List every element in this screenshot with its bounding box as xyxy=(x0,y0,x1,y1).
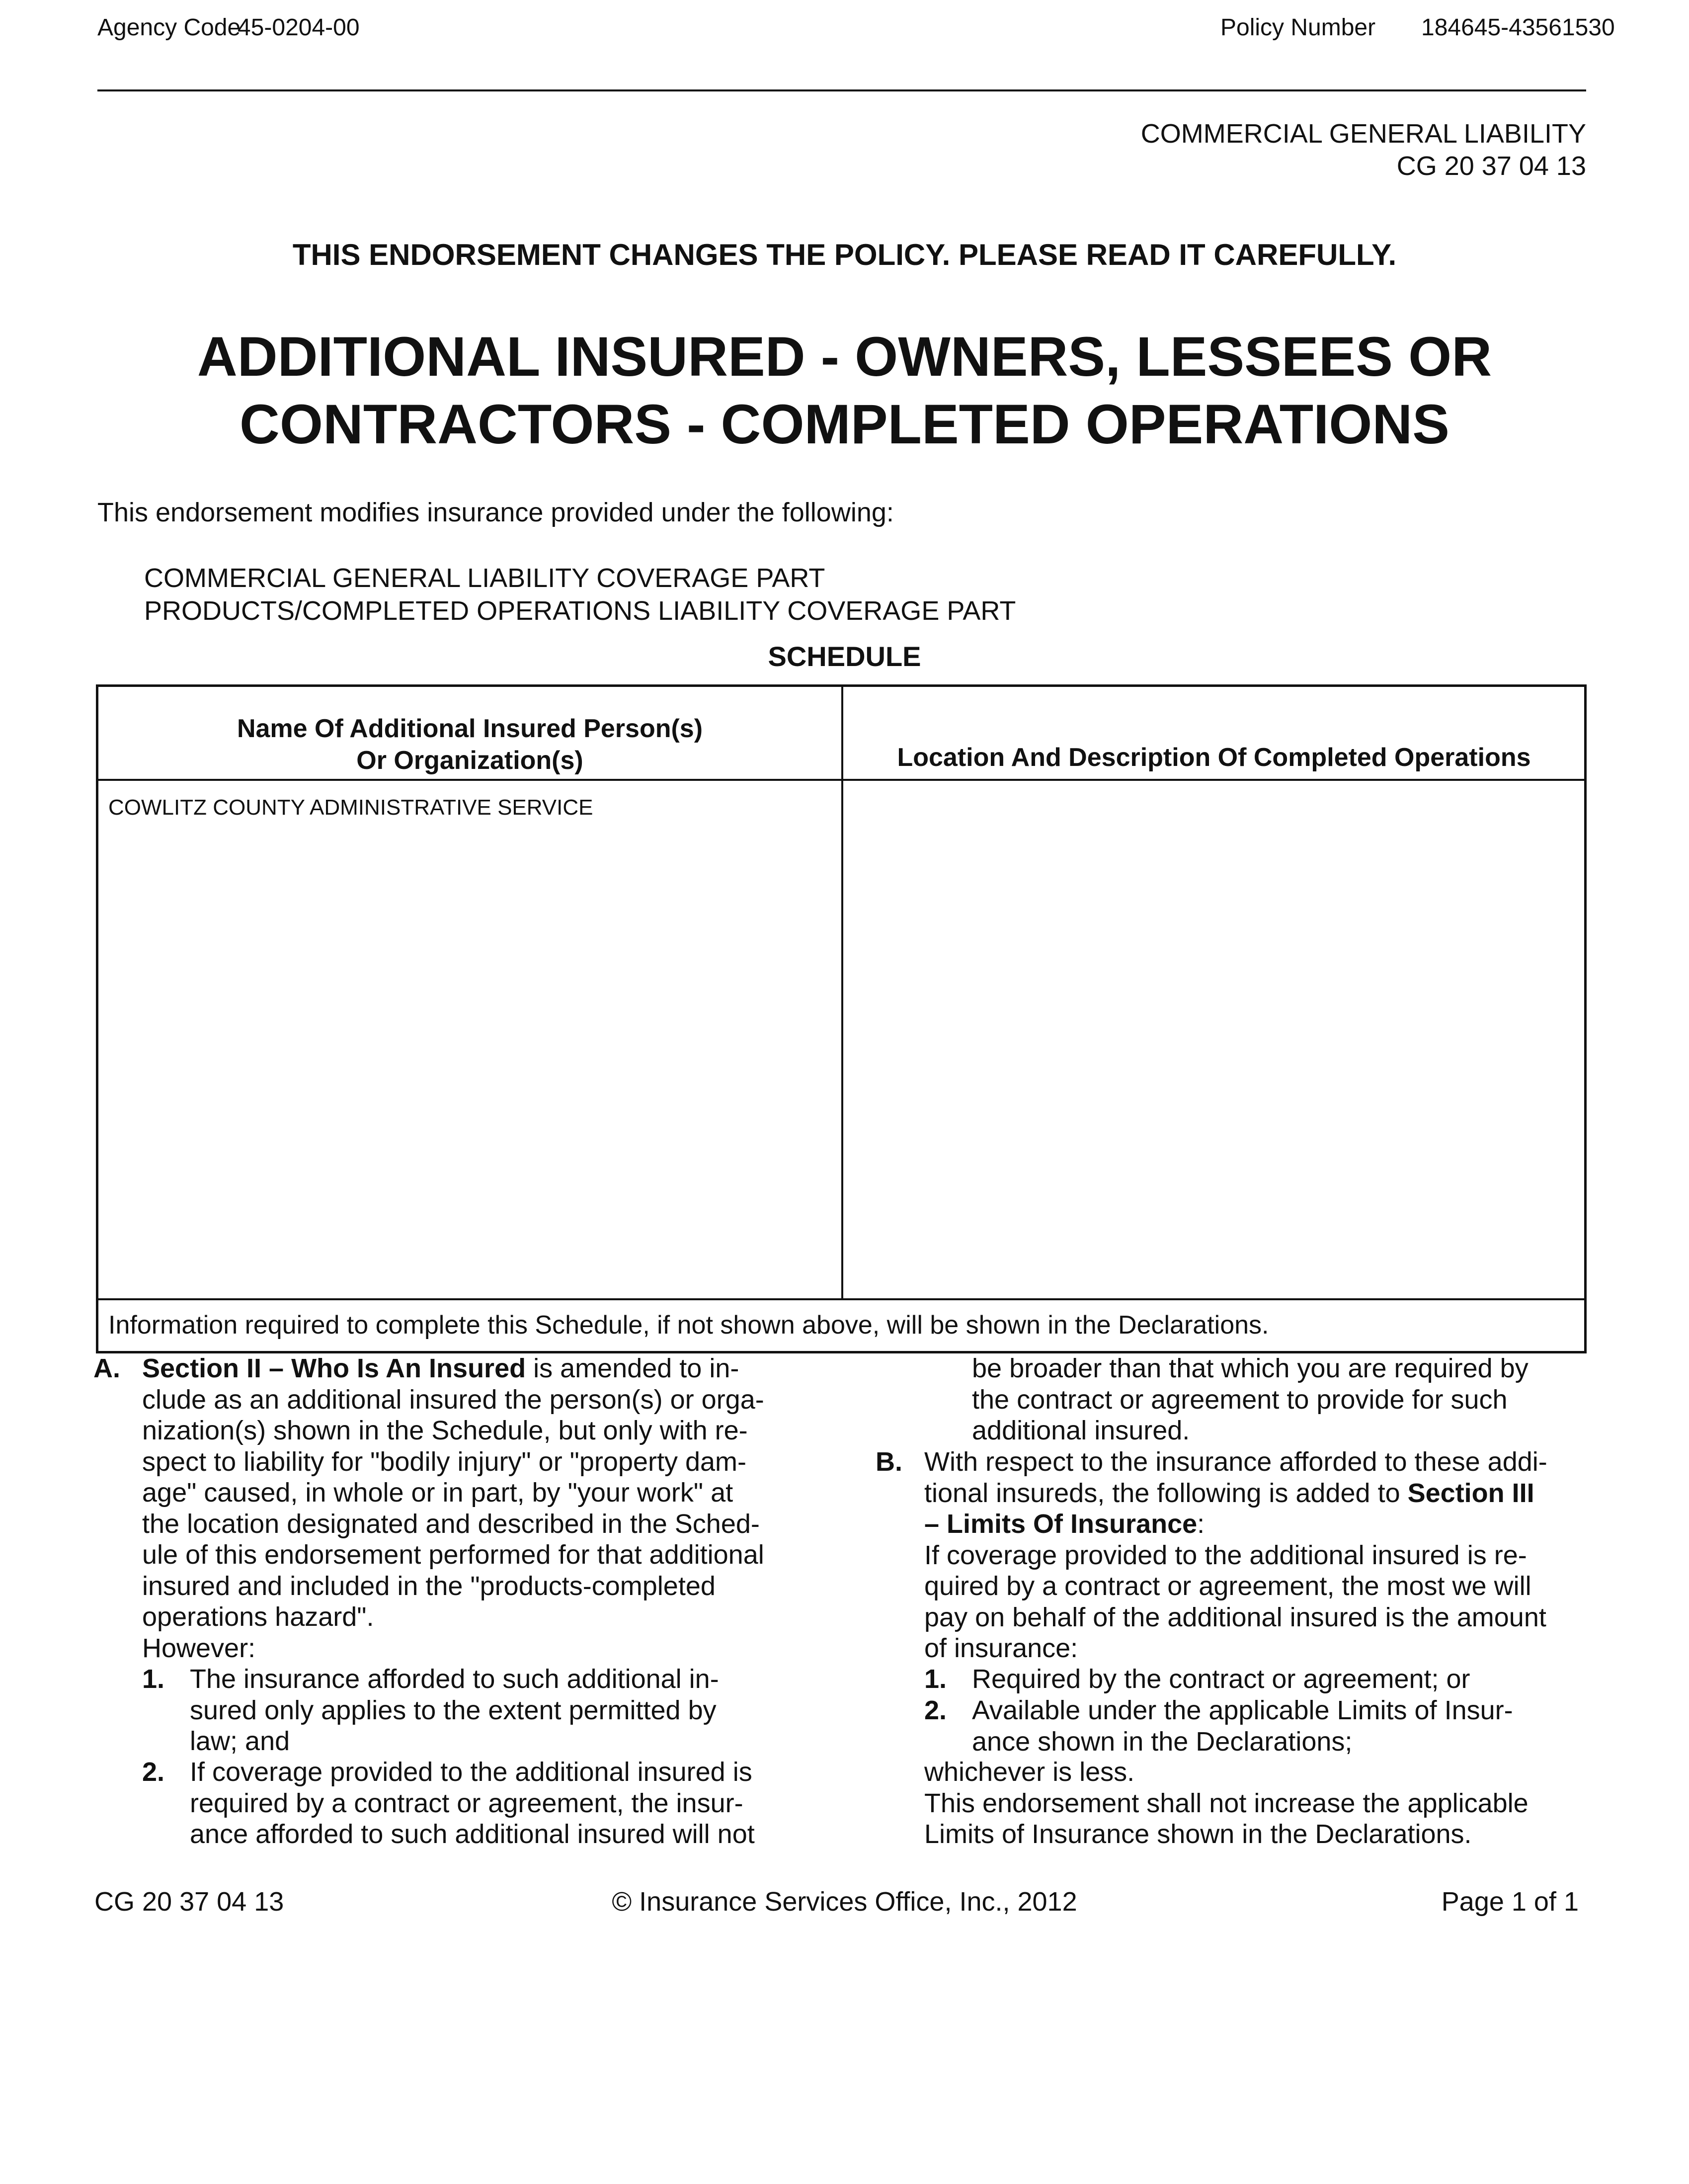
section-a-item2-continued xyxy=(972,1353,1528,1446)
section-b-line: With respect to the insurance afforded to these addi- xyxy=(924,1447,1547,1477)
item-line: the contract or agreement to provide for such xyxy=(972,1384,1508,1415)
agency-code-value: 45-0204-00 xyxy=(238,14,360,41)
section-a-body xyxy=(142,1353,764,1664)
coverage-parts xyxy=(144,562,1016,627)
item-line: additional insured. xyxy=(972,1416,1190,1445)
item-line: ance shown in the Declarations; xyxy=(972,1726,1353,1757)
section-b-item1-label: 1. xyxy=(924,1664,947,1694)
section-b-line: If coverage provided to the additional insured is re- xyxy=(924,1540,1527,1570)
section-b-closing xyxy=(924,1757,1528,1850)
coverage-part: COMMERCIAL GENERAL LIABILITY COVERAGE PART xyxy=(144,563,825,593)
section-b-item2 xyxy=(972,1695,1513,1757)
info-row-divider xyxy=(98,1298,1584,1300)
closing-line: whichever is less. xyxy=(924,1757,1135,1787)
section-a-line: nization(s) shown in the Schedule, but only with re- xyxy=(142,1416,748,1445)
modifies-text: This endorsement modifies insurance provided under the following: xyxy=(97,498,894,527)
section-a-item1 xyxy=(190,1664,719,1757)
coverage-part: PRODUCTS/COMPLETED OPERATIONS LIABILITY COVERAGE PART xyxy=(144,596,1016,626)
page-title xyxy=(0,323,1689,458)
section-a-line: clude as an additional insured the person(s) or orga- xyxy=(142,1384,764,1415)
item-line: required by a contract or agreement, the insur- xyxy=(190,1788,743,1818)
item-line: Available under the applicable Limits of Insur- xyxy=(972,1695,1513,1725)
title-line-1: ADDITIONAL INSURED - OWNERS, LESSEES OR xyxy=(197,326,1492,388)
section-a-line: operations hazard". xyxy=(142,1602,374,1632)
section-a-line xyxy=(142,1353,764,1384)
section-a-line: insured and included in the "products-completed xyxy=(142,1571,716,1601)
item-line: If coverage provided to the additional insured is xyxy=(190,1757,752,1787)
col-header-line: Name Of Additional Insured Person(s) xyxy=(237,714,703,743)
item-line: law; and xyxy=(190,1726,290,1756)
section-a-item1-label: 1. xyxy=(142,1664,165,1694)
col-header-line: Or Organization(s) xyxy=(356,746,583,775)
text-span: tional insureds, the following is added to xyxy=(924,1478,1408,1508)
policy-number-value: 184645-43561530 xyxy=(1421,14,1615,41)
section-a-bold-lead: Section II – Who Is An Insured xyxy=(142,1353,526,1383)
schedule-info-note: Information required to complete this Schedule, if not shown above, will be shown in the Declarations. xyxy=(108,1311,1269,1340)
text-span: : xyxy=(1197,1509,1205,1539)
section-b-item1: Required by the contract or agreement; or xyxy=(972,1664,1470,1694)
section-a-line: age" caused, in whole or in part, by "your work" at xyxy=(142,1478,733,1508)
footer-form-number: CG 20 37 04 13 xyxy=(94,1887,284,1917)
agency-code-label: Agency Code xyxy=(97,14,241,41)
section-b-line xyxy=(924,1478,1547,1509)
section-b-item2-label: 2. xyxy=(924,1695,947,1725)
closing-line: This endorsement shall not increase the applicable xyxy=(924,1788,1528,1818)
section-a-item2 xyxy=(190,1757,755,1850)
section-b-label: B. xyxy=(876,1447,902,1477)
line-of-business: COMMERCIAL GENERAL LIABILITY xyxy=(1140,119,1586,149)
header-divider xyxy=(97,89,1586,91)
closing-line: Limits of Insurance shown in the Declarations. xyxy=(924,1819,1472,1849)
item-line: ance afforded to such additional insured will not xyxy=(190,1819,755,1849)
section-b-line: of insurance: xyxy=(924,1633,1078,1663)
section-a-line: the location designated and described in the Sched- xyxy=(142,1509,760,1539)
section-b-line: quired by a contract or agreement, the most we will xyxy=(924,1571,1531,1601)
section-a-line: spect to liability for "bodily injury" or "property dam- xyxy=(142,1446,746,1477)
section-b-bold: Section III xyxy=(1407,1478,1534,1508)
text-span: is amended to in- xyxy=(533,1353,739,1383)
section-a-line: ule of this endorsement performed for that additional xyxy=(142,1540,764,1570)
section-a-item2-label: 2. xyxy=(142,1757,165,1787)
section-a-line: However: xyxy=(142,1633,256,1663)
footer-page-number: Page 1 of 1 xyxy=(1441,1887,1579,1917)
header-row-divider xyxy=(98,779,1584,781)
section-b-body xyxy=(924,1446,1547,1664)
item-line: sured only applies to the extent permitted by xyxy=(190,1695,717,1725)
col-header-location: Location And Description Of Completed Operations xyxy=(897,743,1531,772)
item-line: The insurance afforded to such additional in- xyxy=(190,1664,719,1694)
endorsement-notice: THIS ENDORSEMENT CHANGES THE POLICY. PLEASE READ IT CAREFULLY. xyxy=(292,238,1397,271)
col-header-additional-insured xyxy=(98,713,841,776)
form-number: CG 20 37 04 13 xyxy=(1396,151,1586,181)
section-b-bold: – Limits Of Insurance xyxy=(924,1509,1198,1539)
item-line: be broader than that which you are required by xyxy=(972,1353,1528,1383)
section-b-line xyxy=(924,1509,1547,1540)
schedule-heading: SCHEDULE xyxy=(768,641,921,672)
schedule-table xyxy=(96,684,1587,1353)
title-line-2: CONTRACTORS - COMPLETED OPERATIONS xyxy=(239,393,1449,455)
policy-number-label: Policy Number xyxy=(1220,14,1376,41)
section-a-label: A. xyxy=(93,1353,120,1383)
footer-copyright: © Insurance Services Office, Inc., 2012 xyxy=(612,1887,1077,1917)
insured-name-cell: COWLITZ COUNTY ADMINISTRATIVE SERVICE xyxy=(108,795,593,820)
section-b-line: pay on behalf of the additional insured is the amount xyxy=(924,1602,1546,1632)
